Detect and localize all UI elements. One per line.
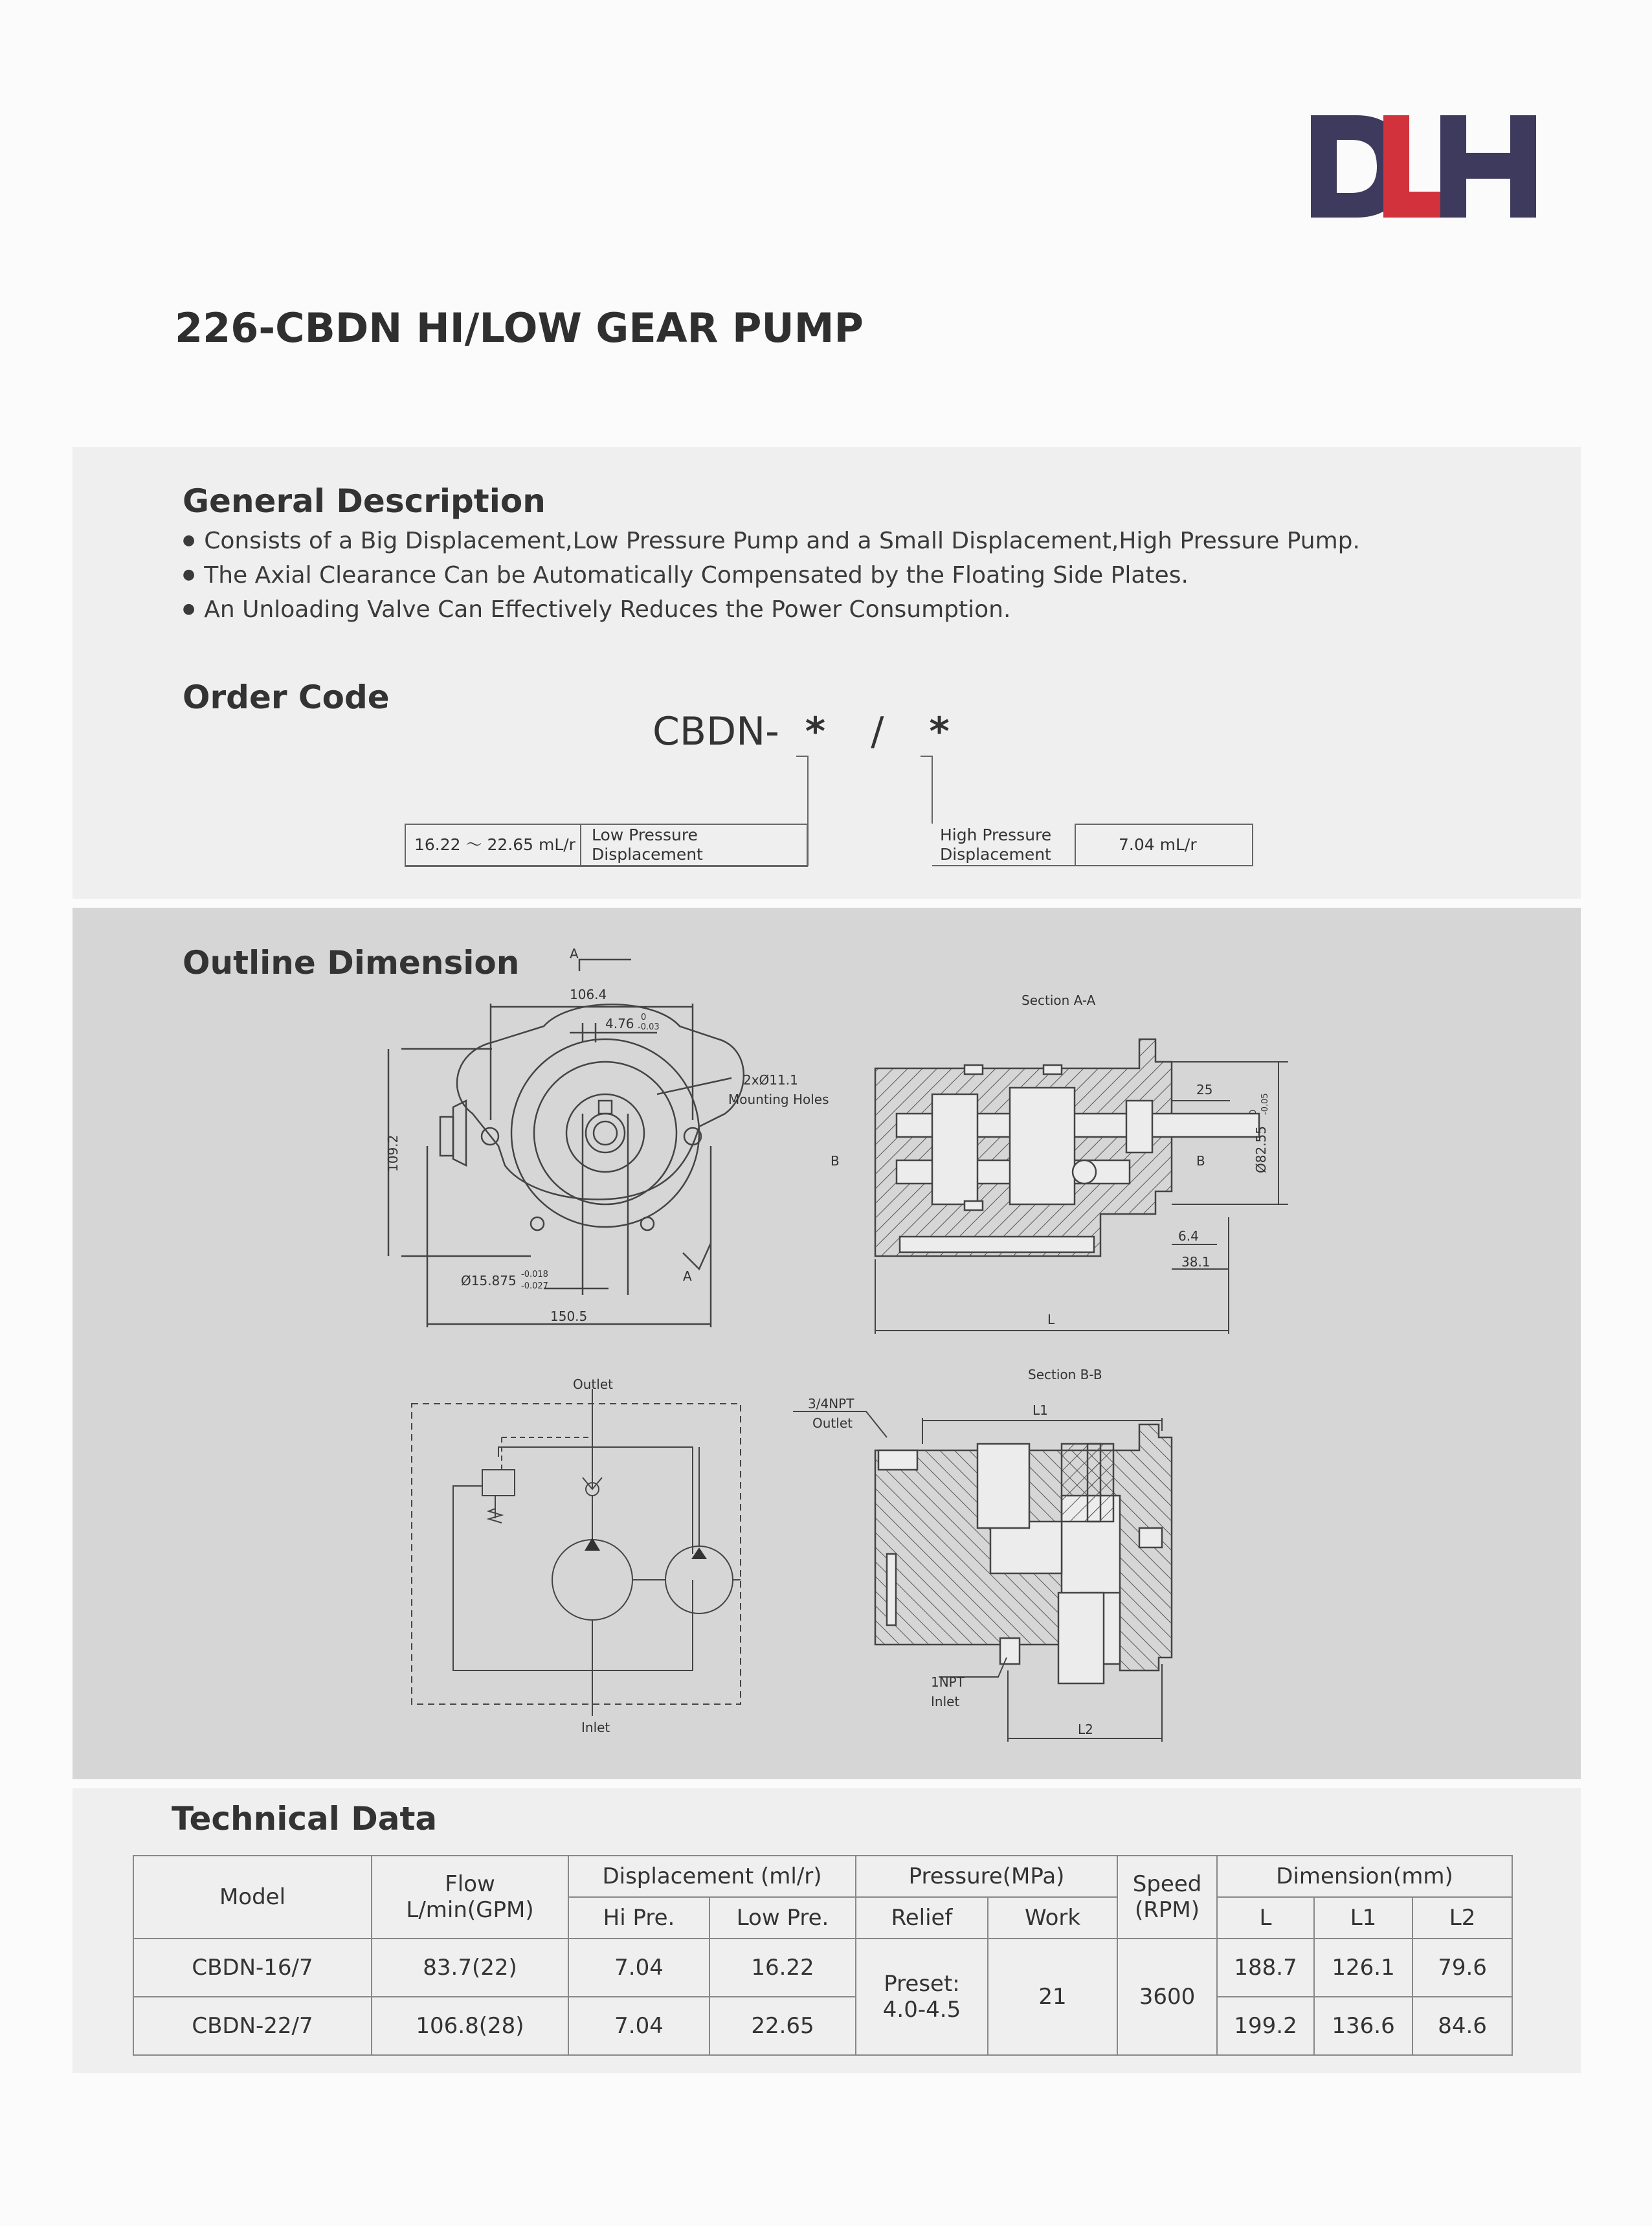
cell-l2: 84.6 [1412,1997,1512,2055]
dim-label: 4.76 [605,1016,634,1031]
header-work: Work [988,1897,1117,1939]
header-pressure: Pressure(MPa) [856,1856,1117,1897]
header-flow [372,1856,568,1939]
header-speed [1117,1856,1217,1939]
order-code-prefix: CBDN- [653,709,779,754]
cell-l2: 79.6 [1412,1939,1512,1997]
order-code-heading: Order Code [183,679,390,716]
outline-dimension-heading: Outline Dimension [183,944,520,982]
pump-flange-outline [457,1004,744,1199]
dim-label: A [570,946,579,961]
low-pressure-pump-symbol [552,1540,632,1620]
section-bb-drawing [875,1424,1172,1683]
dim-tolerance: -0.018 [521,1270,548,1279]
cell-l: 199.2 [1217,1997,1314,2055]
section-title: Section A-A [1021,993,1096,1008]
dim-label: B [1196,1153,1205,1169]
cell-low: 16.22 [709,1939,856,1997]
cell-work: 21 [988,1939,1117,2055]
dim-label: Ø15.875 [461,1273,517,1288]
cell-relief [856,1939,988,2055]
outline-drawings [0,906,1652,1781]
high-label-line2: Displacement [940,845,1051,864]
high-label-line1: High Pressure [940,826,1052,844]
header-displacement: Displacement (ml/r) [568,1856,856,1897]
order-code-slash: / [871,709,884,754]
dim-label: 6.4 [1178,1228,1199,1244]
cell-relief-line1: Preset: [884,1971,960,1997]
cell-low: 22.65 [709,1997,856,2055]
header-flow-line1: Flow [445,1871,495,1897]
high-displacement-value: 7.04 mL/r [1119,835,1197,854]
dim-tolerance: -0.027 [521,1281,548,1291]
port-label: 3/4NPT [808,1396,854,1411]
section-aa-drawing [875,1039,1259,1256]
order-code-leaders [0,0,1652,906]
schematic-label: Outlet [573,1377,613,1392]
port-label: Outlet [812,1415,853,1431]
dim-tolerance: 0 [1249,1109,1258,1115]
dim-label: Ø82.55 [1253,1126,1269,1173]
cell-relief-line2: 4.0-4.5 [882,1997,961,2023]
header-dimension: Dimension(mm) [1217,1856,1512,1897]
header-l2: L2 [1412,1897,1512,1939]
schematic-label: Inlet [581,1720,610,1735]
cell-l1: 126.1 [1314,1939,1412,1997]
dim-label: B [831,1153,840,1169]
low-label-line2: Displacement [592,845,703,864]
dim-tolerance: -0.05 [1260,1093,1270,1115]
low-label-line1: Low Pressure [592,826,698,844]
order-code-star-high: * [929,709,950,754]
dim-label: Mounting Holes [728,1092,829,1107]
header-speed-line1: Speed [1132,1871,1202,1897]
low-displacement-value: 16.22 ～ 22.65 mL/r [414,835,575,854]
cell-speed: 3600 [1117,1939,1217,2055]
dim-label: 25 [1196,1082,1213,1097]
table-row [133,1997,1512,2055]
header-low-pre: Low Pre. [709,1897,856,1939]
order-code-star-low: * [805,709,826,754]
general-description-heading: General Description [183,482,546,520]
bullet-item: ● Consists of a Big Displacement,Low Pressure Pump and a Small Displacement,High Pressure Pump. [183,528,1360,554]
dim-label: 150.5 [550,1309,588,1324]
dim-label: L [1047,1312,1055,1327]
front-view-labels [385,946,829,1324]
cell-model: CBDN-16/7 [133,1939,372,1997]
dim-label: A [683,1268,692,1284]
header-model: Model [133,1856,372,1939]
port-label: Inlet [931,1694,960,1709]
cell-model: CBDN-22/7 [133,1997,372,2055]
header-l1: L1 [1314,1897,1412,1939]
technical-data-table [133,1855,1513,2056]
header-relief: Relief [856,1897,988,1939]
cell-flow: 106.8(28) [372,1997,568,2055]
header-flow-line2: L/min(GPM) [406,1897,534,1923]
bullet-item: ● An Unloading Valve Can Effectively Reduces the Power Consumption. [183,596,1010,623]
cell-flow: 83.7(22) [372,1939,568,1997]
header-speed-line2: (RPM) [1135,1897,1200,1923]
dim-tolerance: -0.03 [638,1022,660,1032]
box-divider [580,824,581,866]
dim-label: L2 [1078,1722,1093,1737]
dim-tolerance: 0 [641,1013,647,1022]
port-label: 1NPT [931,1674,965,1690]
section-title: Section B-B [1028,1367,1102,1382]
dim-label: L1 [1032,1402,1048,1418]
cell-l1: 136.6 [1314,1997,1412,2055]
dim-label: 38.1 [1181,1254,1211,1270]
shaft-circle [586,1114,625,1152]
cell-hi: 7.04 [568,1939,709,1997]
cell-l: 188.7 [1217,1939,1314,1997]
header-hi-pre: Hi Pre. [568,1897,709,1939]
cell-hi: 7.04 [568,1997,709,2055]
document-title: 226-CBDN HI/LOW GEAR PUMP [175,304,864,352]
table-row [133,1939,1512,1997]
dim-label: 109.2 [385,1134,401,1172]
dim-label: 106.4 [570,987,607,1002]
technical-data-heading: Technical Data [172,1800,438,1838]
header-l: L [1217,1897,1314,1939]
hydraulic-schematic [412,1389,741,1716]
dim-label: 2xØ11.1 [743,1072,798,1088]
bullet-item: ● The Axial Clearance Can be Automatically Compensated by the Floating Side Plates. [183,562,1189,589]
